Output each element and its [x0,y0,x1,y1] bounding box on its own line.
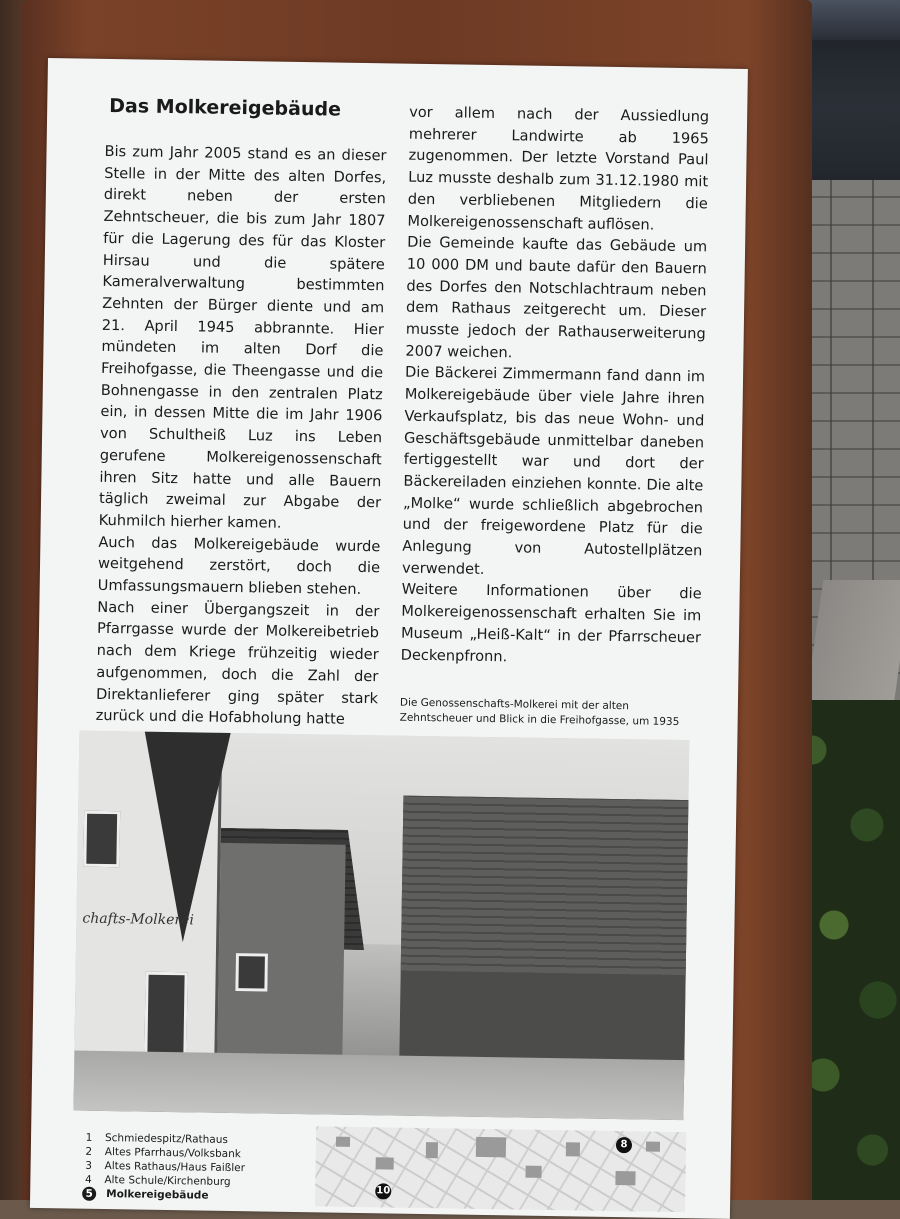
map-marker: 10 [375,1183,391,1199]
legend-label: Altes Pfarrhaus/Volksbank [104,1146,241,1161]
map-building [646,1142,660,1152]
legend-label: Molkereigebäude [106,1188,209,1202]
legend-label: Schmiedespitz/Rathaus [104,1132,228,1146]
map-building [566,1142,580,1156]
legend-label: Alte Schule/Kirchenburg [104,1174,231,1189]
historic-photo [73,731,689,1121]
info-sign-panel [30,58,748,1219]
photo-ground [73,1051,684,1121]
right-paragraph-4: Weitere Informationen über die Molkereigenossenschaft erhalten Sie im Museum „Heiß-Kalt“ in der Pfarrscheuer Deckenpfronn. [400,581,702,665]
map-marker: 8 [616,1137,632,1153]
map-building [336,1137,350,1147]
photo-barn-roof [401,796,690,976]
left-paragraph-1: Bis zum Jahr 2005 stand es an dieser Stelle in der Mitte des alten Dorfes, direkt neben der ersten Zehntscheuer, die bis zum Jahr 1807 für die Lagerung des für das Kloster Hirsau und die spätere Kameralverwaltung bestimmten Zehnten der Bürger diente und am 21. April 1945 abbrannte. Hier mündeten im alten Dorf die Freihofgasse, die Theengasse und die Bohnengasse in den zentralen Platz ein, in dessen Mitte die im Jahr 1906 von Schultheiß Luz ins Leben gerufene Molkereigenossenschaft ihren Sitz hatte und alle Bauern täglich zweimal zur Abgabe der Kuhmilch hierher kamen. [98,142,387,532]
left-paragraph-3: Nach einer Übergangszeit in der Pfarrgasse wurde der Molkereibetrieb nach dem Kriege frühzeitig wieder aufgenommen, doch die Zahl der Direktanlieferer ging später stark zurück und die Hofabholung hatte [95,598,380,729]
legend-number: 3 [85,1159,93,1172]
village-map [315,1126,686,1212]
right-paragraph-3: Die Bäckerei Zimmermann fand dann im Molkereigebäude über viele Jahre ihren Verkaufsplatz, bis das neue Wohn- und Geschäftsgebäude unmittelbar daneben fertiggestellt war und dort der Bäckereiladen einziehen konnte. Die alte „Molke“ wurde schließlich abgebrochen und der freigewordene Platz für die Anlegung von Autostellplätzen verwendet. [401,364,706,578]
right-text-column [400,102,709,671]
map-building [615,1171,635,1185]
photo-window [83,811,120,868]
photo-window [235,953,268,991]
right-paragraph-2: Die Gemeinde kaufte das Gebäude um 10 000 DM und baute dafür den Bauern des Dorfes den Notschlachtraum neben dem Rathaus zeitgerecht um. Dieser musste jedoch der Rathauserweiterung 2007 weichen. [405,233,708,362]
right-paragraph-1: vor allem nach der Aussiedlung mehrerer Landwirte ab 1965 zugenommen. Der letzte Vorstand Paul Luz musste deshalb zum 31.12.1980 mit den verbliebenen Mitgliedern die Molkereigenossenschaft auflösen. [407,103,710,234]
photo-building-lettering: chafts-Molkerei [82,910,195,929]
photo-caption: Die Genossenschafts-Molkerei mit der alten Zehntscheuer und Blick in die Freihofgasse, um 1935 [399,696,680,728]
legend-number: 1 [85,1131,93,1144]
legend-number: 5 [82,1187,96,1201]
left-paragraph-2: Auch das Molkereigebäude wurde weitgehend zerstört, doch die Umfassungsmauern blieben stehen. [97,533,381,599]
sign-title: Das Molkereigebäude [109,94,342,121]
legend-number: 2 [85,1145,93,1158]
map-legend [82,1131,323,1205]
left-text-column [96,141,387,731]
legend-label: Altes Rathaus/Haus Faißler [104,1160,246,1175]
legend-number: 4 [84,1173,92,1186]
map-building [376,1157,394,1169]
legend-item-current [82,1187,322,1205]
map-building [476,1137,506,1157]
map-building [426,1142,438,1158]
map-building [525,1166,541,1178]
